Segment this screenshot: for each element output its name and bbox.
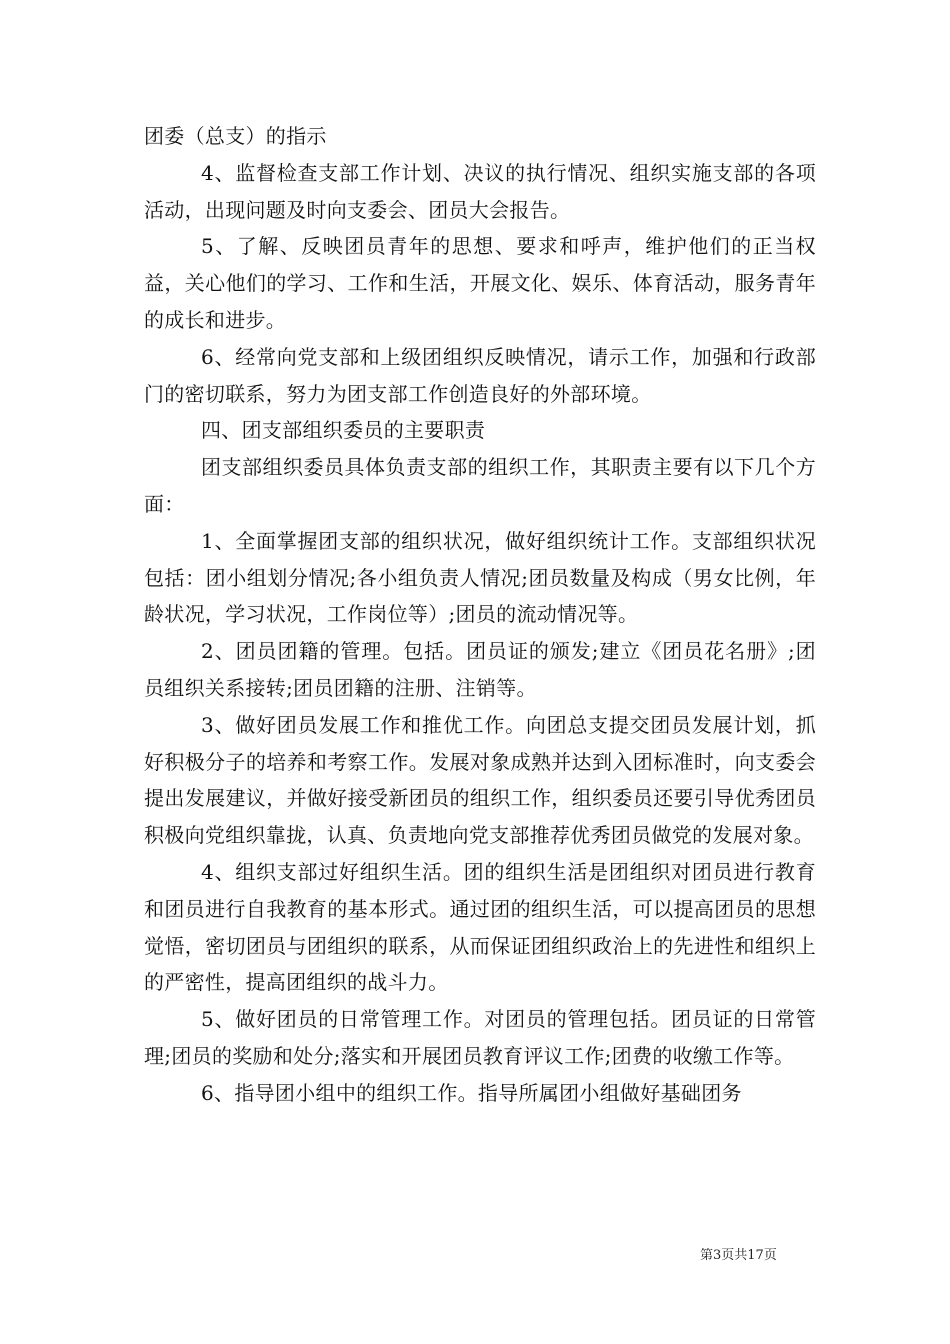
paragraph-duty-3: 3、做好团员发展工作和推优工作。向团总支提交团员发展计划，抓好积极分子的培养和考察工作。发展对象成熟并达到入团标准时，向支委会提出发展建议，并做好接受新团员的组织工作，组织委员还要引导优秀团员积极向党组织靠拢，认真、负责地向党支部推荐优秀团员做党的发展对象。	[144, 712, 816, 848]
paragraph-section-intro: 团支部组织委员具体负责支部的组织工作，其职责主要有以下几个方面：	[144, 455, 816, 516]
paragraph-duty-4: 4、组织支部过好组织生活。团的组织生活是团组织对团员进行教育和团员进行自我教育的基本形式。通过团的组织生活，可以提高团员的思想觉悟，密切团员与团组织的联系，从而保证团组织政治上的先进性和组织上的严密性，提高团组织的战斗力。	[144, 859, 816, 995]
paragraph-item-4-supervise: 4、监督检查支部工作计划、决议的执行情况、组织实施支部的各项活动，出现问题及时向支委会、团员大会报告。	[144, 160, 816, 222]
paragraph-duty-2: 2、团员团籍的管理。包括。团员证的颁发;建立《团员花名册》;团员组织关系接转;团员团籍的注册、注销等。	[144, 639, 816, 700]
document-body	[144, 118, 816, 1112]
paragraph-duty-1: 1、全面掌握团支部的组织状况，做好组织统计工作。支部组织状况包括：团小组划分情况;各小组负责人情况;团员数量及构成（男女比例，年龄状况，学习状况，工作岗位等）;团员的流动情况等。	[144, 528, 816, 627]
page-number-footer: 第3页共17页	[700, 1248, 777, 1263]
paragraph-continuation: 团委（总支）的指示	[144, 124, 327, 148]
section-heading-organization-member: 四、团支部组织委员的主要职责	[201, 418, 486, 443]
paragraph-item-6-report: 6、经常向党支部和上级团组织反映情况，请示工作，加强和行政部门的密切联系，努力为团支部工作创造良好的外部环境。	[144, 344, 816, 406]
paragraph-duty-5: 5、做好团员的日常管理工作。对团员的管理包括。团员证的日常管理;团员的奖励和处分;落实和开展团员教育评议工作;团费的收缴工作等。	[144, 1007, 816, 1068]
paragraph-duty-6: 6、指导团小组中的组织工作。指导所属团小组做好基础团务	[201, 1080, 742, 1105]
paragraph-item-5-understand: 5、了解、反映团员青年的思想、要求和呼声，维护他们的正当权益，关心他们的学习、工作和生活，开展文化、娱乐、体育活动，服务青年的成长和进步。	[144, 234, 816, 332]
